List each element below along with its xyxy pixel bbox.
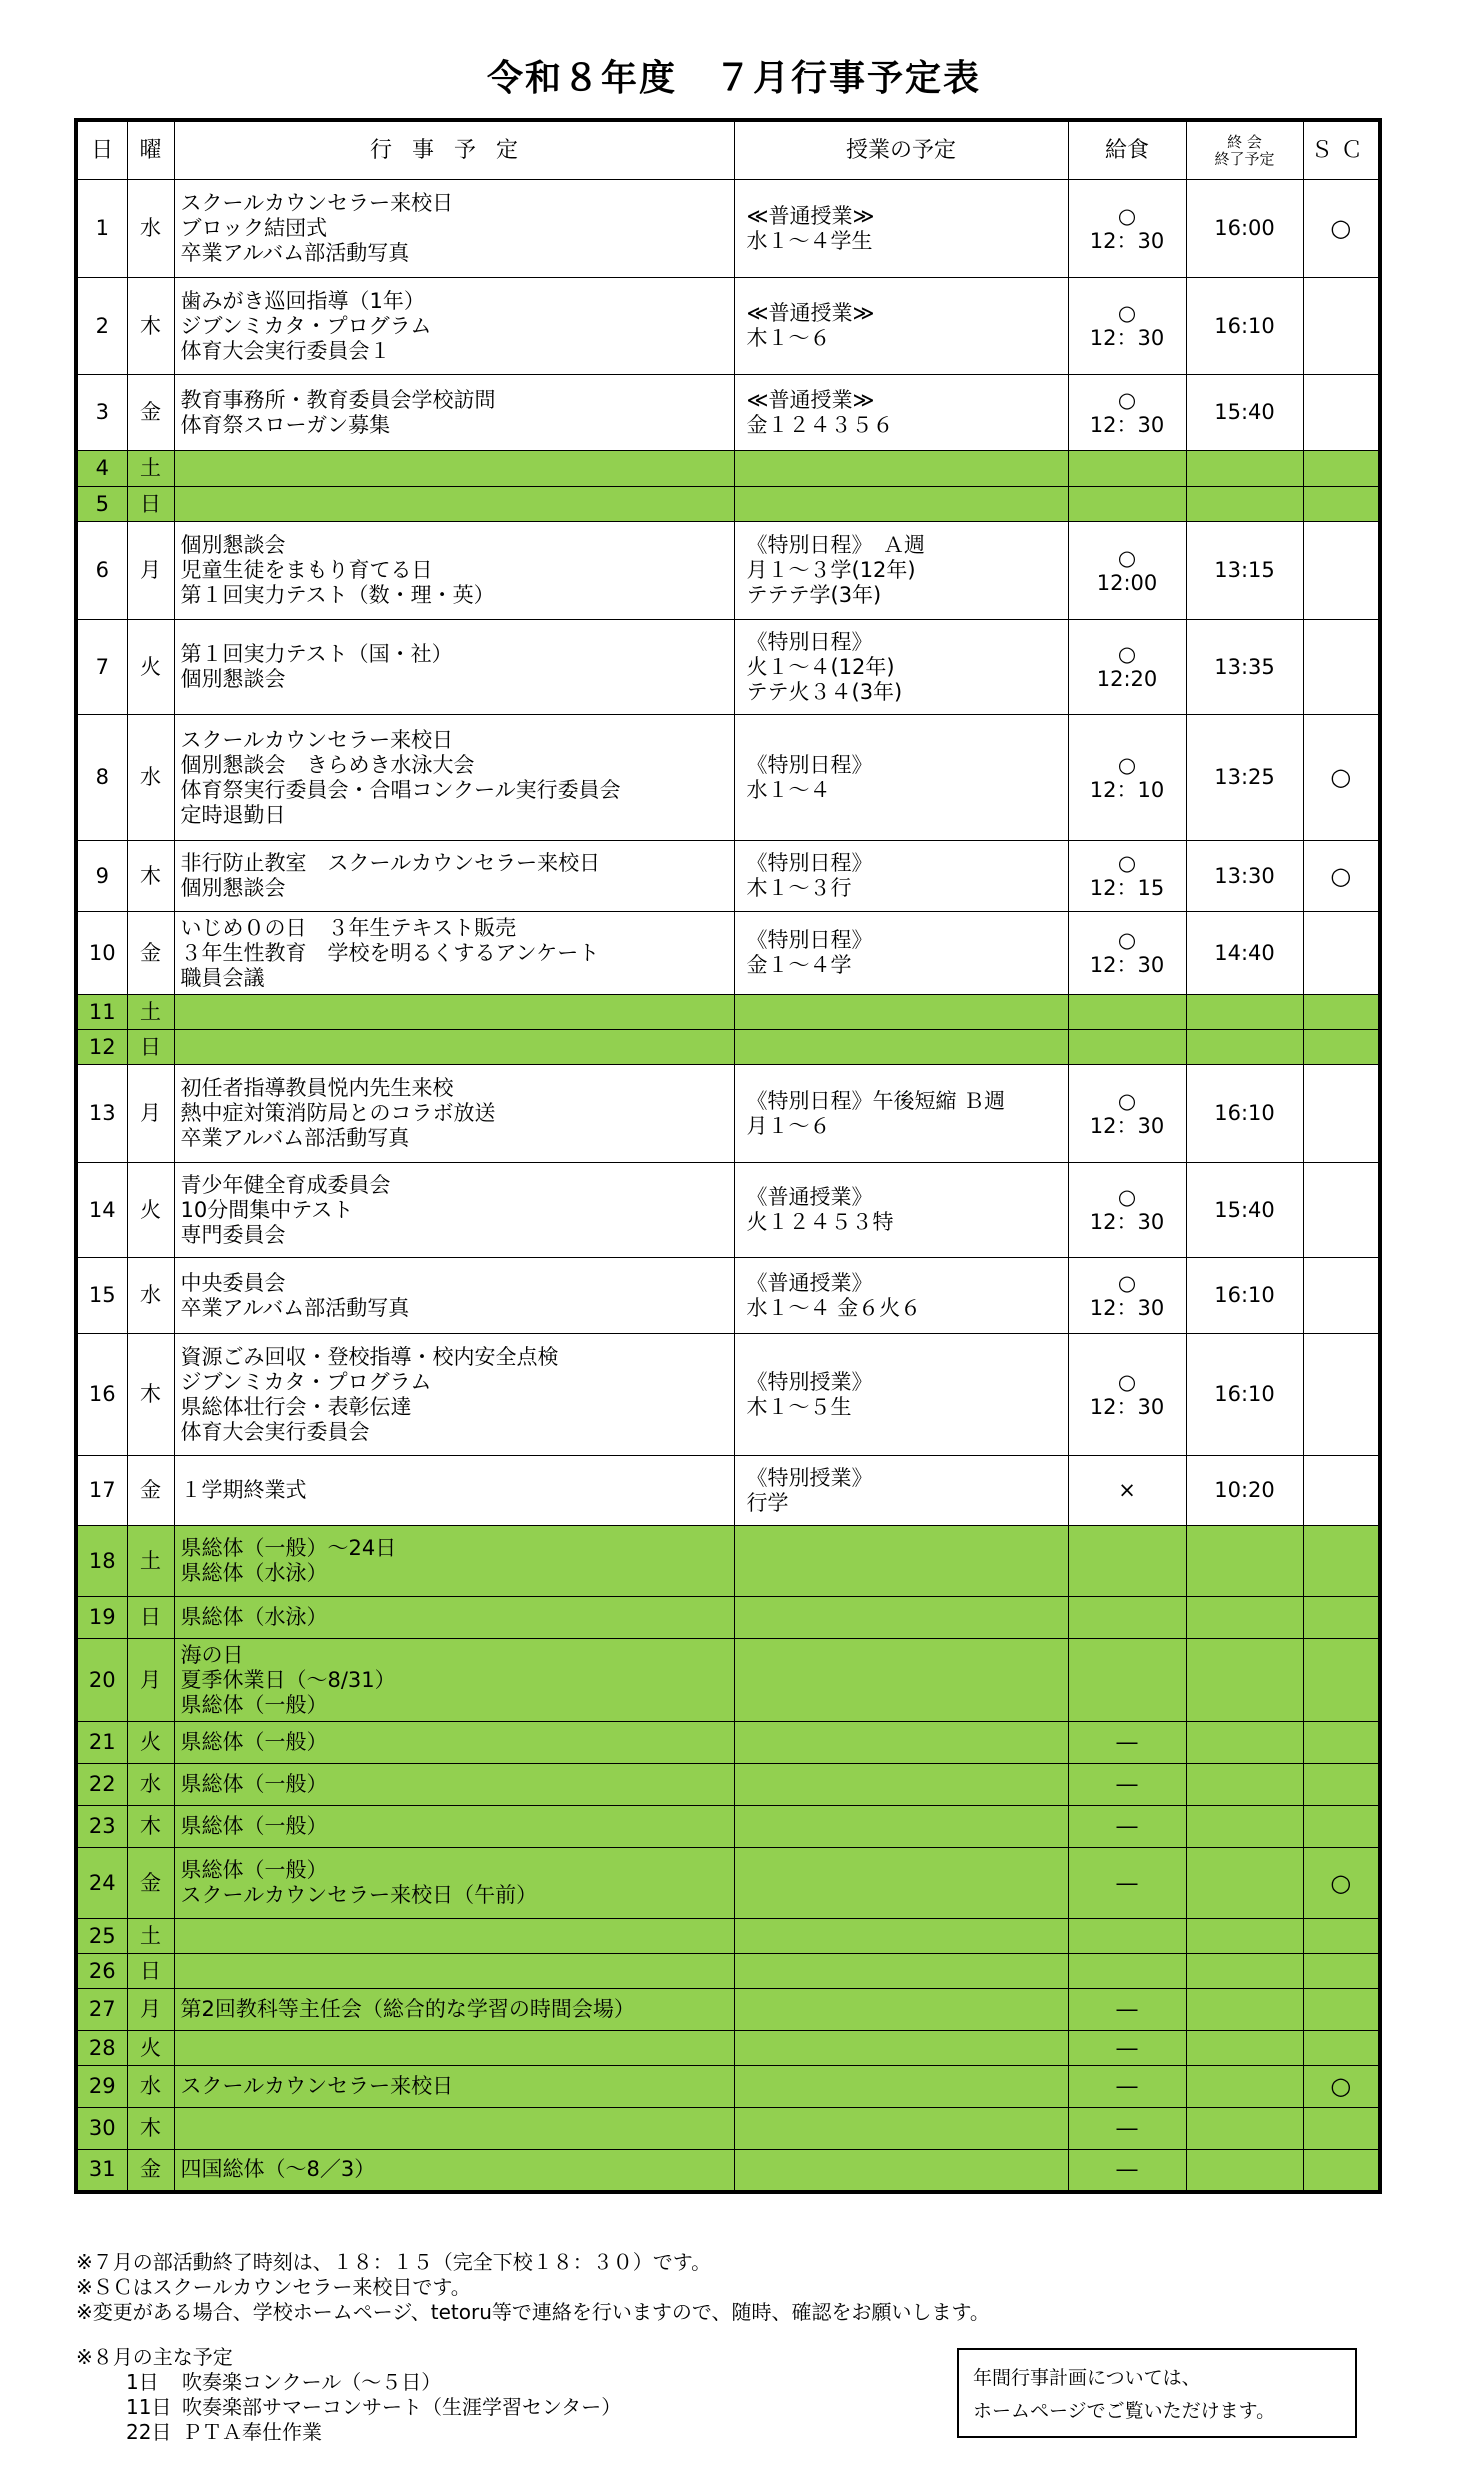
events-cell (174, 487, 734, 522)
lunch-cell: ○ 12：30 (1068, 1065, 1186, 1163)
schedule-row (76, 1806, 1380, 1848)
end-time-cell: 10:20 (1186, 1456, 1303, 1526)
august-item (76, 2420, 621, 2445)
events-cell: 海の日 夏季休業日（～8/31） 県総体（一般） (174, 1639, 734, 1722)
schedule-row (76, 1163, 1380, 1258)
lunch-cell: ○ 12：30 (1068, 912, 1186, 995)
schedule-row (76, 1989, 1380, 2031)
august-item-text: 吹奏楽部サマーコンサート（生涯学習センター） (182, 2395, 622, 2419)
sc-cell (1303, 2108, 1380, 2150)
schedule-row (76, 451, 1380, 487)
events-cell: １学期終業式 (174, 1456, 734, 1526)
classes-cell (734, 2066, 1068, 2108)
sc-cell (1303, 1526, 1380, 1597)
sc-cell (1303, 1722, 1380, 1764)
lunch-cell: ― (1068, 1806, 1186, 1848)
day-cell: 10 (76, 912, 127, 995)
day-cell: 11 (76, 995, 127, 1030)
end-time-cell (1186, 2066, 1303, 2108)
day-cell: 15 (76, 1258, 127, 1334)
sc-cell (1303, 1639, 1380, 1722)
classes-cell (734, 451, 1068, 487)
weekday-cell: 木 (127, 1334, 174, 1456)
end-time-cell (1186, 1764, 1303, 1806)
weekday-cell: 火 (127, 1722, 174, 1764)
august-item (76, 2370, 621, 2395)
day-cell: 16 (76, 1334, 127, 1456)
schedule-row (76, 2150, 1380, 2192)
end-time-cell: 16:10 (1186, 1258, 1303, 1334)
weekday-cell: 金 (127, 375, 174, 451)
lunch-cell (1068, 995, 1186, 1030)
notice-line: ホームページでご覧いただけます。 (973, 2400, 1276, 2422)
day-cell: 6 (76, 522, 127, 620)
sc-cell (1303, 487, 1380, 522)
end-time-cell (1186, 1989, 1303, 2031)
lunch-cell: ― (1068, 1722, 1186, 1764)
weekday-cell: 土 (127, 1919, 174, 1954)
weekday-cell: 木 (127, 2108, 174, 2150)
end-time-cell: 15:40 (1186, 375, 1303, 451)
day-cell: 9 (76, 841, 127, 912)
lunch-cell: ○ 12：30 (1068, 1163, 1186, 1258)
schedule-row (76, 180, 1380, 278)
day-cell: 29 (76, 2066, 127, 2108)
day-cell: 24 (76, 1848, 127, 1919)
schedule-row (76, 1764, 1380, 1806)
weekday-cell: 水 (127, 1764, 174, 1806)
schedule-row (76, 375, 1380, 451)
events-cell: スクールカウンセラー来校日 個別懇談会 きらめき水泳大会 体育祭実行委員会・合唱コンクール実行委員会 定時退勤日 (174, 715, 734, 841)
header-end-time: 終 会 終了予定 (1186, 120, 1303, 180)
lunch-cell: ― (1068, 1989, 1186, 2031)
classes-cell: 《特別授業》 木１～５生 (734, 1334, 1068, 1456)
events-cell: 県総体（一般） スクールカウンセラー来校日（午前） (174, 1848, 734, 1919)
events-cell (174, 1030, 734, 1065)
weekday-cell: 木 (127, 278, 174, 375)
end-time-cell: 14:40 (1186, 912, 1303, 995)
events-cell (174, 1954, 734, 1989)
sc-cell (1303, 1456, 1380, 1526)
classes-cell (734, 1806, 1068, 1848)
weekday-cell: 火 (127, 620, 174, 715)
weekday-cell: 火 (127, 1163, 174, 1258)
classes-cell (734, 1764, 1068, 1806)
lunch-cell: ○ 12:00 (1068, 522, 1186, 620)
day-cell: 27 (76, 1989, 127, 2031)
events-cell: 教育事務所・教育委員会学校訪問 体育祭スローガン募集 (174, 375, 734, 451)
end-time-cell (1186, 2108, 1303, 2150)
schedule-row (76, 2108, 1380, 2150)
august-item (76, 2395, 621, 2420)
classes-cell: 《普通授業》 火１２４５３特 (734, 1163, 1068, 1258)
sc-cell (1303, 522, 1380, 620)
schedule-row (76, 1065, 1380, 1163)
lunch-cell: ○ 12：30 (1068, 278, 1186, 375)
classes-cell: ≪普通授業≫ 木１～６ (734, 278, 1068, 375)
sc-cell (1303, 1989, 1380, 2031)
lunch-cell (1068, 451, 1186, 487)
lunch-cell: ○ 12：10 (1068, 715, 1186, 841)
classes-cell (734, 1639, 1068, 1722)
events-cell: 県総体（一般） (174, 1806, 734, 1848)
sc-cell (1303, 1030, 1380, 1065)
classes-cell (734, 1526, 1068, 1597)
sc-cell (1303, 451, 1380, 487)
events-cell: 県総体（水泳） (174, 1597, 734, 1639)
august-item-text: ＰＴＡ奉仕作業 (182, 2420, 322, 2444)
header-lunch: 給食 (1068, 120, 1186, 180)
schedule-row (76, 1848, 1380, 1919)
sc-cell (1303, 278, 1380, 375)
note-item: ※ＳＣはスクールカウンセラー来校日です。 (76, 2275, 471, 2299)
day-cell: 23 (76, 1806, 127, 1848)
day-cell: 28 (76, 2031, 127, 2066)
events-cell: 第１回実力テスト（国・社） 個別懇談会 (174, 620, 734, 715)
header-classes: 授業の予定 (734, 120, 1068, 180)
weekday-cell: 日 (127, 1030, 174, 1065)
end-time-cell (1186, 1806, 1303, 1848)
end-time-cell (1186, 2150, 1303, 2192)
weekday-cell: 月 (127, 1065, 174, 1163)
schedule-row (76, 1258, 1380, 1334)
events-cell: 県総体（一般）～24日 県総体（水泳） (174, 1526, 734, 1597)
day-cell: 26 (76, 1954, 127, 1989)
classes-cell (734, 1989, 1068, 2031)
sc-cell (1303, 912, 1380, 995)
day-cell: 20 (76, 1639, 127, 1722)
annual-plan-notice (957, 2348, 1357, 2438)
august-item-date: 11日 (126, 2395, 172, 2419)
weekday-cell: 金 (127, 1456, 174, 1526)
day-cell: 18 (76, 1526, 127, 1597)
day-cell: 19 (76, 1597, 127, 1639)
day-cell: 13 (76, 1065, 127, 1163)
sc-cell (1303, 1806, 1380, 1848)
end-time-cell (1186, 1722, 1303, 1764)
schedule-row (76, 1030, 1380, 1065)
day-cell: 5 (76, 487, 127, 522)
schedule-row (76, 715, 1380, 841)
weekday-cell: 土 (127, 451, 174, 487)
lunch-cell: ○ 12:20 (1068, 620, 1186, 715)
end-time-cell (1186, 451, 1303, 487)
august-item-text: 吹奏楽コンクール（～５日） (182, 2370, 442, 2394)
events-cell (174, 2031, 734, 2066)
sc-cell (1303, 1065, 1380, 1163)
day-cell: 30 (76, 2108, 127, 2150)
weekday-cell: 水 (127, 1258, 174, 1334)
lunch-cell: ― (1068, 2150, 1186, 2192)
schedule-row (76, 487, 1380, 522)
events-cell: いじめ０の日 ３年生テキスト販売 ３年生性教育 学校を明るくするアンケート 職員会議 (174, 912, 734, 995)
lunch-cell: ― (1068, 2031, 1186, 2066)
classes-cell (734, 487, 1068, 522)
header-events: 行事予定 (174, 120, 734, 180)
schedule-row (76, 620, 1380, 715)
events-cell: 個別懇談会 児童生徒をまもり育てる日 第１回実力テスト（数・理・英） (174, 522, 734, 620)
day-cell: 8 (76, 715, 127, 841)
sc-cell (1303, 1334, 1380, 1456)
classes-cell (734, 2031, 1068, 2066)
end-time-cell (1186, 1030, 1303, 1065)
sc-cell (1303, 1258, 1380, 1334)
header-weekday: 曜 (127, 120, 174, 180)
lunch-cell: ○ 12：30 (1068, 375, 1186, 451)
schedule-row (76, 1597, 1380, 1639)
day-cell: 22 (76, 1764, 127, 1806)
notice-line: 年間行事計画については、 (973, 2367, 1201, 2389)
header-row (76, 120, 1380, 180)
day-cell: 17 (76, 1456, 127, 1526)
weekday-cell: 日 (127, 1597, 174, 1639)
lunch-cell (1068, 487, 1186, 522)
weekday-cell: 木 (127, 1806, 174, 1848)
lunch-cell: ― (1068, 2066, 1186, 2108)
lunch-cell: ○ 12：30 (1068, 180, 1186, 278)
schedule-row (76, 278, 1380, 375)
schedule-row (76, 1722, 1380, 1764)
events-cell (174, 995, 734, 1030)
sc-cell (1303, 995, 1380, 1030)
events-cell: スクールカウンセラー来校日 (174, 2066, 734, 2108)
lunch-cell (1068, 1954, 1186, 1989)
lunch-cell: ― (1068, 2108, 1186, 2150)
weekday-cell: 日 (127, 1954, 174, 1989)
end-time-cell (1186, 2031, 1303, 2066)
sc-cell: ○ (1303, 2066, 1380, 2108)
sc-cell: ○ (1303, 841, 1380, 912)
classes-cell (734, 1030, 1068, 1065)
end-time-cell: 16:10 (1186, 278, 1303, 375)
day-cell: 1 (76, 180, 127, 278)
weekday-cell: 金 (127, 2150, 174, 2192)
schedule-row (76, 912, 1380, 995)
schedule-row (76, 1456, 1380, 1526)
day-cell: 4 (76, 451, 127, 487)
day-cell: 31 (76, 2150, 127, 2192)
header-sc: ＳＣ (1303, 120, 1380, 180)
classes-cell: 《特別日程》 Ａ週 月１～３学(12年) テテテ学(3年) (734, 522, 1068, 620)
day-cell: 14 (76, 1163, 127, 1258)
events-cell: 資源ごみ回収・登校指導・校内安全点検 ジブンミカタ・プログラム 県総体壮行会・表彰伝達 体育大会実行委員会 (174, 1334, 734, 1456)
weekday-cell: 月 (127, 1989, 174, 2031)
lunch-cell (1068, 1526, 1186, 1597)
end-time-cell (1186, 995, 1303, 1030)
sc-cell (1303, 1597, 1380, 1639)
classes-cell (734, 2108, 1068, 2150)
classes-cell: 《特別日程》 金１～４学 (734, 912, 1068, 995)
sc-cell: ○ (1303, 180, 1380, 278)
schedule-row (76, 522, 1380, 620)
weekday-cell: 水 (127, 180, 174, 278)
august-heading: ※８月の主な予定 (76, 2345, 233, 2369)
august-item-date: 22日 (126, 2420, 172, 2444)
page-title: 令和８年度 ７月行事予定表 (486, 58, 981, 99)
schedule-row (76, 841, 1380, 912)
end-time-cell (1186, 1848, 1303, 1919)
august-item-date: 1日 (126, 2370, 159, 2394)
schedule-row (76, 1639, 1380, 1722)
events-cell: 県総体（一般） (174, 1764, 734, 1806)
classes-cell: 《特別日程》 水１～４ (734, 715, 1068, 841)
end-time-cell (1186, 1954, 1303, 1989)
classes-cell (734, 1848, 1068, 1919)
events-cell: 中央委員会 卒業アルバム部活動写真 (174, 1258, 734, 1334)
end-time-cell: 16:00 (1186, 180, 1303, 278)
lunch-cell: ― (1068, 1848, 1186, 1919)
schedule-row (76, 1919, 1380, 1954)
lunch-cell: ― (1068, 1764, 1186, 1806)
end-time-cell: 16:10 (1186, 1334, 1303, 1456)
lunch-cell (1068, 1030, 1186, 1065)
events-cell (174, 1919, 734, 1954)
weekday-cell: 土 (127, 995, 174, 1030)
classes-cell (734, 1919, 1068, 1954)
lunch-cell (1068, 1919, 1186, 1954)
schedule-row (76, 1954, 1380, 1989)
end-time-cell: 13:35 (1186, 620, 1303, 715)
events-cell: 初任者指導教員悦内先生来校 熱中症対策消防局とのコラボ放送 卒業アルバム部活動写真 (174, 1065, 734, 1163)
lunch-cell: × (1068, 1456, 1186, 1526)
end-time-cell (1186, 1639, 1303, 1722)
schedule-row (76, 995, 1380, 1030)
classes-cell: 《普通授業》 水１～４ 金６火６ (734, 1258, 1068, 1334)
notes-list (76, 2250, 1376, 2325)
schedule-body (76, 180, 1380, 2192)
lunch-cell (1068, 1639, 1186, 1722)
schedule-row (76, 2066, 1380, 2108)
day-cell: 25 (76, 1919, 127, 1954)
weekday-cell: 金 (127, 912, 174, 995)
weekday-cell: 月 (127, 522, 174, 620)
sc-cell (1303, 1954, 1380, 1989)
events-cell (174, 2108, 734, 2150)
events-cell: スクールカウンセラー来校日 ブロック結団式 卒業アルバム部活動写真 (174, 180, 734, 278)
sc-cell: ○ (1303, 1848, 1380, 1919)
note-item: ※変更がある場合、学校ホームページ、tetoru等で連絡を行いますので、随時、確認をお願いします。 (76, 2300, 990, 2324)
schedule-row (76, 2031, 1380, 2066)
classes-cell: 《特別授業》 行学 (734, 1456, 1068, 1526)
day-cell: 21 (76, 1722, 127, 1764)
classes-cell: ≪普通授業≫ 金１２４３５６ (734, 375, 1068, 451)
end-time-cell: 13:15 (1186, 522, 1303, 620)
events-cell: 四国総体（～8／3） (174, 2150, 734, 2192)
end-time-cell (1186, 1526, 1303, 1597)
classes-cell (734, 1954, 1068, 1989)
sc-cell (1303, 2031, 1380, 2066)
header-day: 日 (76, 120, 127, 180)
weekday-cell: 金 (127, 1848, 174, 1919)
weekday-cell: 水 (127, 715, 174, 841)
end-time-cell (1186, 1919, 1303, 1954)
weekday-cell: 土 (127, 1526, 174, 1597)
sc-cell (1303, 1163, 1380, 1258)
schedule-row (76, 1334, 1380, 1456)
sc-cell (1303, 2150, 1380, 2192)
end-time-cell: 13:25 (1186, 715, 1303, 841)
events-cell (174, 451, 734, 487)
day-cell: 7 (76, 620, 127, 715)
weekday-cell: 木 (127, 841, 174, 912)
events-cell: 県総体（一般） (174, 1722, 734, 1764)
weekday-cell: 火 (127, 2031, 174, 2066)
day-cell: 3 (76, 375, 127, 451)
sc-cell: ○ (1303, 715, 1380, 841)
classes-cell: 《特別日程》 木１～３行 (734, 841, 1068, 912)
sc-cell (1303, 620, 1380, 715)
day-cell: 12 (76, 1030, 127, 1065)
day-cell: 2 (76, 278, 127, 375)
events-cell: 歯みがき巡回指導（1年） ジブンミカタ・プログラム 体育大会実行委員会１ (174, 278, 734, 375)
end-time-cell: 16:10 (1186, 1065, 1303, 1163)
schedule-row (76, 1526, 1380, 1597)
classes-cell: ≪普通授業≫ 水１～４学生 (734, 180, 1068, 278)
classes-cell (734, 1597, 1068, 1639)
lunch-cell: ○ 12：30 (1068, 1334, 1186, 1456)
classes-cell (734, 2150, 1068, 2192)
note-item: ※７月の部活動終了時刻は、１８：１５（完全下校１８：３０）です。 (76, 2250, 712, 2274)
events-cell: 青少年健全育成委員会 10分間集中テスト 専門委員会 (174, 1163, 734, 1258)
sc-cell (1303, 1919, 1380, 1954)
schedule-table (74, 118, 1382, 2194)
end-time-cell (1186, 487, 1303, 522)
end-time-cell (1186, 1597, 1303, 1639)
events-cell: 非行防止教室 スクールカウンセラー来校日 個別懇談会 (174, 841, 734, 912)
weekday-cell: 水 (127, 2066, 174, 2108)
end-time-cell: 13:30 (1186, 841, 1303, 912)
end-time-cell: 15:40 (1186, 1163, 1303, 1258)
sc-cell (1303, 375, 1380, 451)
lunch-cell (1068, 1597, 1186, 1639)
lunch-cell: ○ 12：15 (1068, 841, 1186, 912)
events-cell: 第2回教科等主任会（総合的な学習の時間会場） (174, 1989, 734, 2031)
weekday-cell: 月 (127, 1639, 174, 1722)
august-schedule (76, 2345, 621, 2445)
classes-cell: 《特別日程》 火１～４(12年) テテ火３４(3年) (734, 620, 1068, 715)
classes-cell (734, 995, 1068, 1030)
lunch-cell: ○ 12：30 (1068, 1258, 1186, 1334)
weekday-cell: 日 (127, 487, 174, 522)
classes-cell (734, 1722, 1068, 1764)
classes-cell: 《特別日程》午後短縮 Ｂ週 月１～６ (734, 1065, 1068, 1163)
sc-cell (1303, 1764, 1380, 1806)
